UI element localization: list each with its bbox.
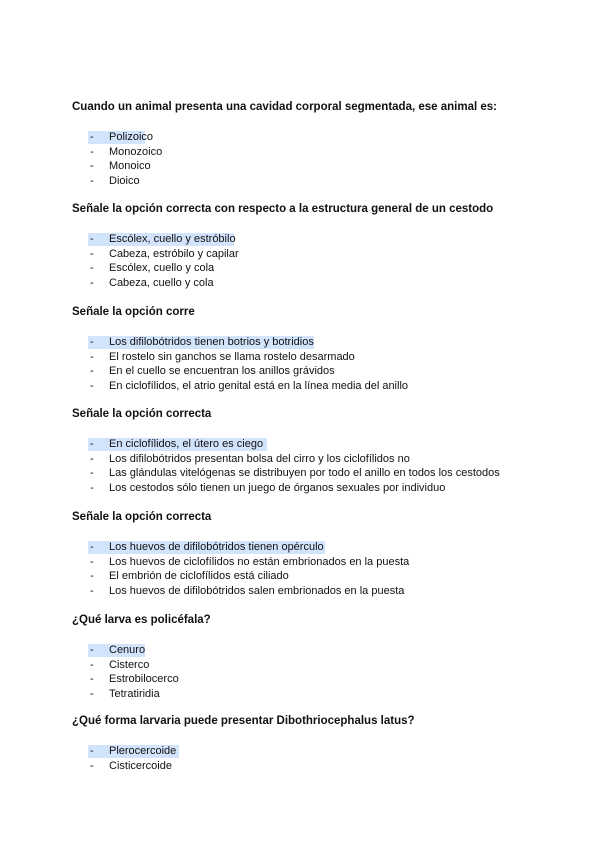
option-text: Estrobilocerco <box>109 673 179 686</box>
option-text: Los huevos de difilobótridos tienen opérculo <box>109 541 324 553</box>
option <box>72 584 572 599</box>
question-4 <box>72 407 572 496</box>
option-correct <box>72 335 572 350</box>
option-text: Dioico <box>109 175 140 188</box>
options-list <box>72 437 572 496</box>
bullet-dash: - <box>90 644 94 656</box>
options-list <box>72 130 572 189</box>
option-text: Plerocercoide <box>109 745 177 757</box>
bullet-dash: - <box>90 570 94 583</box>
bullet-dash: - <box>90 160 94 173</box>
bullet-dash: - <box>90 555 94 568</box>
option <box>72 452 572 467</box>
option-text: Los difilobótridos tienen botrios y botridios <box>109 336 314 348</box>
bullet-dash: - <box>90 350 94 363</box>
bullet-dash: - <box>90 673 94 686</box>
question-title: Señale la opción correcta <box>72 408 212 420</box>
option <box>72 759 572 774</box>
question-title: Cuando un animal presenta una cavidad corporal segmentada, ese animal es: <box>72 101 497 113</box>
option <box>72 466 572 481</box>
option-text: El embrión de ciclofílidos está ciliado <box>109 570 289 583</box>
option-text: Los cestodos sólo tienen un juego de órganos sexuales por individuo <box>109 482 446 495</box>
question-title: Señale la opción corre <box>72 306 195 318</box>
option <box>72 174 572 189</box>
options-list <box>72 232 572 291</box>
bullet-dash: - <box>90 380 94 393</box>
option-text: Monozoico <box>109 145 163 158</box>
option <box>72 672 572 687</box>
option-correct <box>72 540 572 555</box>
bullet-dash: - <box>90 688 94 701</box>
option-text: Cisterco <box>109 658 150 671</box>
question-7 <box>72 714 572 773</box>
bullet-dash: - <box>90 247 94 260</box>
option <box>72 658 572 673</box>
option-text: Los huevos de ciclofílidos no están embrionados en la puesta <box>109 555 410 568</box>
bullet-dash: - <box>90 336 94 348</box>
option <box>72 145 572 160</box>
option-text: Escólex, cuello y estróbilo <box>109 233 236 245</box>
options-list <box>72 744 572 773</box>
bullet-dash: - <box>90 277 94 290</box>
bullet-dash: - <box>90 452 94 465</box>
option <box>72 247 572 262</box>
bullet-dash: - <box>90 365 94 378</box>
question-title: ¿Qué larva es policéfala? <box>72 614 211 626</box>
bullet-dash: - <box>90 585 94 598</box>
question-5 <box>72 510 572 599</box>
option <box>72 687 572 702</box>
option <box>72 364 572 379</box>
bullet-dash: - <box>90 467 94 480</box>
option-text: Monoico <box>109 160 151 173</box>
options-list <box>72 643 572 702</box>
bullet-dash: - <box>90 175 94 188</box>
option-correct <box>72 437 572 452</box>
option-correct <box>72 643 572 658</box>
option-correct <box>72 744 572 759</box>
question-title: Señale la opción correcta con respecto a la estructura general de un cestodo <box>72 203 494 215</box>
option <box>72 261 572 276</box>
question-title: ¿Qué forma larvaria puede presentar Dibothriocephalus latus? <box>72 715 415 727</box>
option-text: Cenuro <box>109 644 146 656</box>
bullet-dash: - <box>90 145 94 158</box>
option <box>72 350 572 365</box>
option-text: En el cuello se encuentran los anillos grávidos <box>109 365 335 378</box>
question-6 <box>72 613 572 702</box>
question-3 <box>72 305 572 394</box>
question-title: Señale la opción correcta <box>72 511 212 523</box>
option <box>72 276 572 291</box>
option <box>72 379 572 394</box>
option-text: Escólex, cuello y cola <box>109 262 215 275</box>
option-text: Las glándulas vitelógenas se distribuyen por todo el anillo en todos los cestodos <box>109 467 500 480</box>
option-correct <box>72 232 572 247</box>
option-text: En ciclofílidos, el útero es ciego <box>109 438 264 450</box>
option <box>72 555 572 570</box>
bullet-dash: - <box>90 482 94 495</box>
bullet-dash: - <box>90 131 94 143</box>
bullet-dash: - <box>90 759 94 772</box>
options-list <box>72 540 572 599</box>
option-text: Polizoico <box>109 131 154 143</box>
option-text: Cisticercoide <box>109 759 172 772</box>
bullet-dash: - <box>90 541 94 553</box>
bullet-dash: - <box>90 745 94 757</box>
option-text: Los huevos de difilobótridos salen embrionados en la puesta <box>109 585 405 598</box>
bullet-dash: - <box>90 233 94 245</box>
question-1 <box>72 100 572 189</box>
option-text: El rostelo sin ganchos se llama rostelo desarmado <box>109 350 355 363</box>
options-list <box>72 335 572 394</box>
option <box>72 159 572 174</box>
option-correct <box>72 130 572 145</box>
option-text: Los difilobótridos presentan bolsa del cirro y los ciclofílidos no <box>109 452 410 465</box>
option-text: Cabeza, estróbilo y capilar <box>109 247 239 260</box>
option <box>72 481 572 496</box>
question-2 <box>72 202 572 291</box>
option <box>72 569 572 584</box>
bullet-dash: - <box>90 438 94 450</box>
option-text: Cabeza, cuello y cola <box>109 277 214 290</box>
bullet-dash: - <box>90 262 94 275</box>
bullet-dash: - <box>90 658 94 671</box>
option-text: En ciclofílidos, el atrio genital está en la línea media del anillo <box>109 380 409 393</box>
option-text: Tetratiridia <box>109 688 160 701</box>
